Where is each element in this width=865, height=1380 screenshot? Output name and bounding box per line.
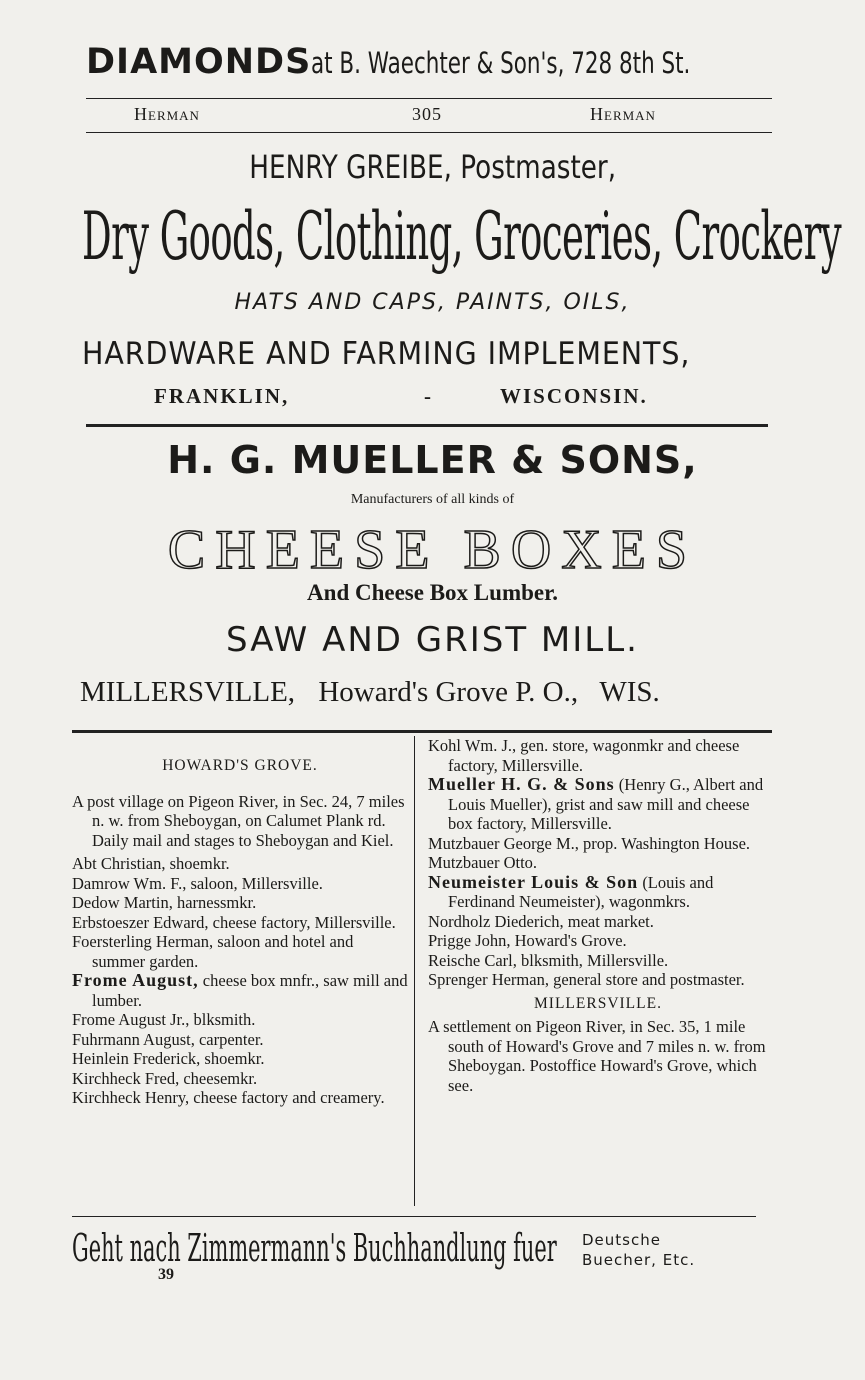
- howards-grove-description: A post village on Pigeon River, in Sec. 24, 7 miles n. w. from Sheboygan, on Calumet Plank rd. Daily mail and stages to Sheboygan and Kiel.: [72, 791, 405, 850]
- header-right: Herman: [590, 104, 656, 124]
- entry-name: Sprenger Herman,: [428, 970, 549, 989]
- entry-details: (Louis and Ferdinand Neumeister), wagonmkrs.: [448, 872, 714, 911]
- mueller-state: WIS.: [599, 676, 660, 708]
- directory-entry: [72, 854, 408, 874]
- mueller-location: [80, 676, 770, 709]
- mueller-subtitle: Manufacturers of all kinds of: [350, 492, 515, 507]
- directory-entry: [428, 853, 768, 873]
- entry-details: carpenter.: [194, 1029, 264, 1049]
- entry-name: Foersterling Herman,: [72, 932, 214, 951]
- directory-entry: [72, 971, 408, 1010]
- entry-name: Erbstoeszer Edward,: [72, 912, 209, 932]
- section-heading-howards-grove: HOWARD'S GROVE.: [162, 757, 318, 774]
- entry-name: Nordholz Diederich,: [428, 911, 564, 931]
- column-divider: [414, 736, 415, 1206]
- section-heading-millersville: MILLERSVILLE.: [534, 994, 662, 1012]
- entry-name: Prigge John,: [428, 931, 511, 950]
- greibe-state: WISCONSIN.: [500, 384, 648, 408]
- entry-details: cheese factory and creamery.: [189, 1088, 385, 1107]
- entry-name: Mutzbauer George M.,: [428, 833, 579, 853]
- entry-details: Howard's Grove.: [510, 931, 627, 950]
- directory-entry: [72, 1088, 408, 1108]
- mueller-name: H. G. MUELLER & SONS,: [167, 438, 698, 482]
- mueller-cheese-boxes: CHEESE BOXES: [167, 519, 698, 581]
- directory-entry: [72, 893, 408, 913]
- right-entries-list: [428, 736, 768, 990]
- columns-top-rule: [72, 730, 772, 733]
- entry-details: (Henry G., Albert and Louis Mueller), grist and saw mill and cheese box factory, Millersville.: [448, 775, 764, 833]
- directory-entry: [428, 912, 768, 932]
- footer-rule: [72, 1216, 756, 1217]
- entry-name: Kirchheck Fred,: [72, 1068, 180, 1088]
- entry-name: Dedow Martin,: [72, 893, 173, 912]
- mueller-post: Howard's Grove P. O.,: [318, 676, 579, 708]
- entry-name: Fuhrmann August,: [72, 1029, 195, 1049]
- entry-details: cheesemkr.: [179, 1068, 258, 1088]
- entry-details: shoemkr.: [165, 854, 230, 873]
- entry-details: saloon and hotel and summer garden.: [92, 932, 354, 971]
- greibe-hardware: HARDWARE AND FARMING IMPLEMENTS,: [82, 336, 691, 372]
- directory-entry: [428, 970, 768, 990]
- ad-divider: [86, 424, 768, 427]
- directory-entry: [428, 931, 768, 951]
- directory-entry: [428, 736, 768, 775]
- entry-details: meat market.: [563, 911, 654, 931]
- directory-entry: [72, 1010, 408, 1030]
- left-entries-list: [72, 854, 408, 1108]
- directory-entry: [72, 874, 408, 894]
- directory-entry: [428, 775, 768, 834]
- entry-details: blksmith, Millersville.: [516, 950, 669, 970]
- banner-waechter: at B. Waechter & Son's, 728 8th St.: [311, 46, 691, 80]
- entry-details: shoemkr.: [200, 1049, 265, 1068]
- entry-details: saloon, Millersville.: [186, 873, 323, 893]
- entry-name: Heinlein Frederick,: [72, 1049, 201, 1068]
- entry-name: Mutzbauer Otto.: [428, 853, 538, 872]
- footer-main: Geht nach Zimmermann's Buchhandlung fuer: [72, 1226, 557, 1270]
- directory-entry: [428, 834, 768, 854]
- entry-name: Damrow Wm. F.,: [72, 873, 187, 893]
- header-bottom-rule: [86, 132, 772, 133]
- directory-entry: [428, 951, 768, 971]
- entry-details: general store and postmaster.: [548, 970, 745, 989]
- mueller-lumber: And Cheese Box Lumber.: [307, 580, 558, 605]
- mueller-place: MILLERSVILLE,: [80, 676, 296, 708]
- header-left: Herman: [134, 104, 200, 124]
- entry-name: Mueller H. G. & Sons: [428, 774, 615, 794]
- entry-name: Abt Christian,: [72, 854, 166, 873]
- right-column: [428, 736, 768, 1099]
- footer-buecher: Buecher, Etc.: [582, 1251, 696, 1269]
- footer-deutsche: Deutsche: [582, 1231, 661, 1249]
- entry-name: Reische Carl,: [428, 950, 517, 970]
- banner-diamonds: DIAMONDS: [86, 42, 312, 82]
- millersville-description: A settlement on Pigeon River, in Sec. 35, 1 mile south of Howard's Grove and 7 miles n. w. from Sheboygan. Postoffice Howard's Grove, which see.: [428, 1017, 766, 1095]
- directory-entry: [428, 873, 768, 912]
- greibe-postmaster: HENRY GREIBE, Postmaster,: [249, 148, 616, 186]
- entry-details: harnessmkr.: [172, 893, 257, 912]
- footer-page-number: 39: [158, 1266, 174, 1283]
- mueller-mill: SAW AND GRIST MILL.: [226, 620, 639, 660]
- entry-details: gen. store, wagonmkr and cheese factory, Millersville.: [448, 736, 740, 775]
- directory-entry: [72, 913, 408, 933]
- entry-name: Kirchheck Henry,: [72, 1088, 190, 1107]
- greibe-dash: -: [424, 384, 433, 408]
- footer-right: [582, 1230, 695, 1270]
- directory-entry: [72, 1049, 408, 1069]
- entry-details: prop. Washington House.: [578, 833, 751, 853]
- header-page-number: 305: [412, 104, 442, 124]
- entry-details: blksmith.: [189, 1010, 256, 1029]
- footer-advert: [72, 1226, 772, 1270]
- header-top-rule: [86, 98, 772, 99]
- diamonds-banner: [86, 42, 786, 94]
- entry-name: Neumeister Louis & Son: [428, 871, 639, 892]
- entry-name: Frome August Jr.,: [72, 1010, 190, 1029]
- greibe-hats-paints: HATS AND CAPS, PAINTS, OILS,: [234, 290, 631, 315]
- howards-grove-column: [72, 756, 408, 1108]
- greibe-goods: Dry Goods, Clothing, Groceries, Crockery: [82, 198, 842, 275]
- entry-name: Kohl Wm. J.,: [428, 736, 517, 755]
- directory-entry: [72, 1069, 408, 1089]
- greibe-city: FRANKLIN,: [154, 384, 290, 408]
- directory-entry: [72, 932, 408, 971]
- entry-details: cheese factory, Millersville.: [208, 912, 396, 932]
- entry-name: Frome August,: [72, 970, 199, 990]
- entry-details: cheese box mnfr., saw mill and lumber.: [92, 971, 408, 1010]
- directory-entry: [72, 1030, 408, 1050]
